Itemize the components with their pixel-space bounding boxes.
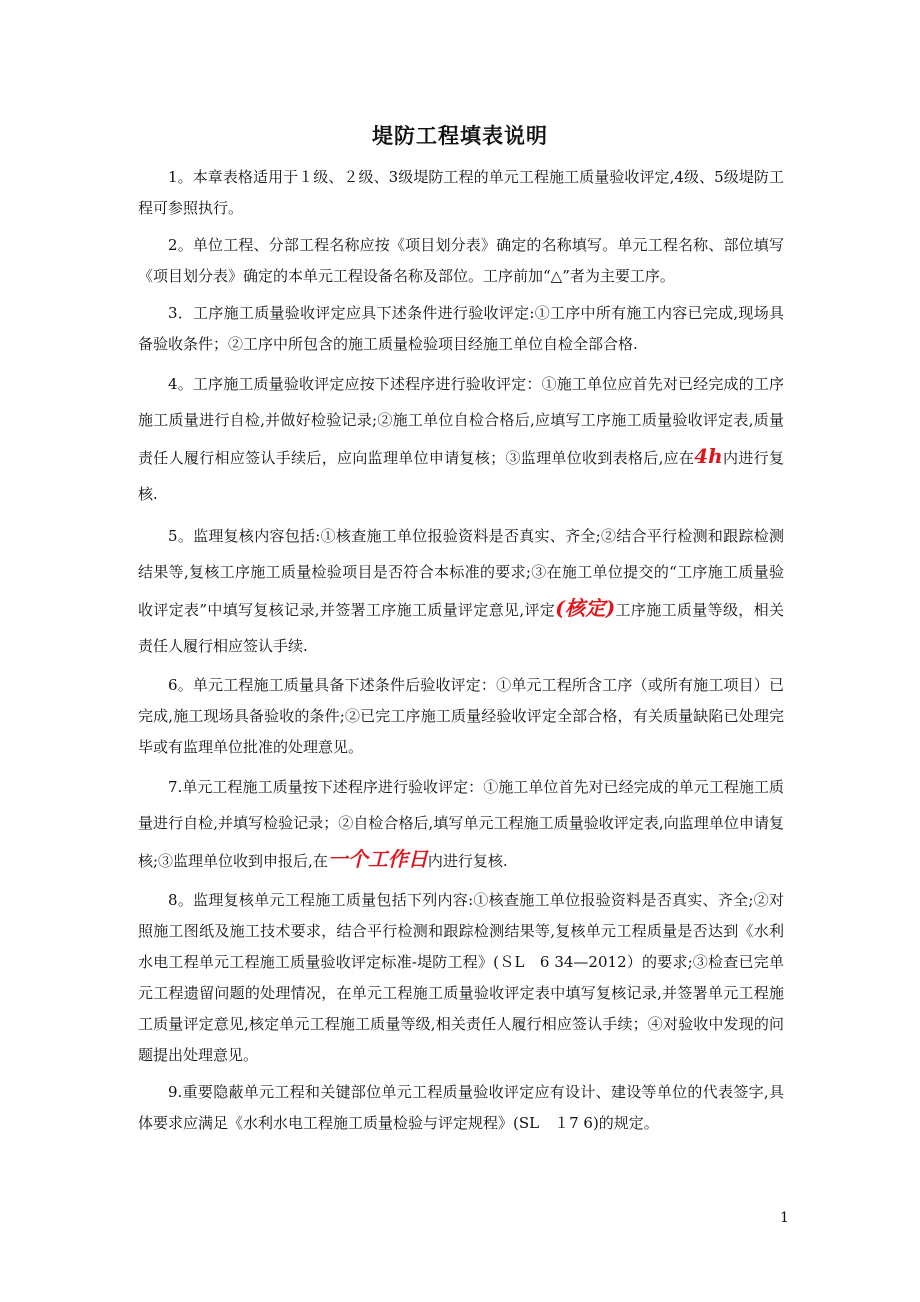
paragraph-9 <box>138 1077 784 1139</box>
paragraph-5 <box>138 518 784 664</box>
paragraph-7 <box>138 769 784 879</box>
paragraph-text: 4。工序施工质量验收评定应按下述程序进行验收评定：①施工单位应首先对已经完成的工序施工质量进行自检,并做好检验记录;②施工单位自检合格后,应填写工序施工质量验收评定表,质量责任人履行相应签认手续后，应向监理单位申请复核；③监理单位收到表格后,应在 <box>138 375 784 467</box>
paragraph-text: 工序施工质量等级，相关责任人履行相应签认手续. <box>138 601 784 655</box>
paragraph-text: 2。单位工程、分部工程名称应按《项目划分表》确定的名称填写。单元工程名称、部位填写《项目划分表》确定的本单元工程设备名称及部位。工序前加“△”者为主要工序。 <box>138 236 784 285</box>
page-number: 1 <box>780 1210 789 1226</box>
paragraph-1 <box>138 162 784 224</box>
paragraph-text: 9.重要隐蔽单元工程和关键部位单元工程质量验收评定应有设计、建设等单位的代表签字,具体要求应满足《水利水电工程施工质量检验与评定规程》(SL １7 6)的规定。 <box>138 1083 784 1132</box>
paragraph-6 <box>138 670 784 763</box>
paragraph-2 <box>138 230 784 292</box>
paragraph-4 <box>138 366 784 512</box>
highlighted-text: (核定) <box>555 596 616 620</box>
paragraph-3 <box>138 298 784 360</box>
paragraph-text: 内进行复核. <box>138 449 784 503</box>
paragraph-text: 内进行复核. <box>427 852 508 870</box>
paragraph-text: 1。本章表格适用于１级、２级、3级堤防工程的单元工程施工质量验收评定,4级、5级堤防工程可参照执行。 <box>138 168 784 217</box>
paragraph-text: 7.单元工程施工质量按下述程序进行验收评定：①施工单位首先对已经完成的单元工程施工质量进行自检,并填写检验记录；②自检合格后,填写单元工程施工质量验收评定表,向监理单位申请复核;③监理单位收到申报后,在 <box>138 778 784 870</box>
paragraph-text: 5。监理复核内容包括:①核查施工单位报验资料是否真实、齐全;②结合平行检测和跟踪检测结果等,复核工序施工质量检验项目是否符合本标准的要求;③在施工单位提交的“工序施工质量验收评定表”中填写复核记录,并签署工序施工质量评定意见,评定 <box>138 527 784 619</box>
paragraph-8 <box>138 885 784 1071</box>
paragraph-text: 8。监理复核单元工程施工质量包括下列内容:①核查施工单位报验资料是否真实、齐全;②对照施工图纸及施工技术要求，结合平行检测和跟踪检测结果等,复核单元工程质量是否达到《水利水电工程单元工程施工质量验收评定标准-堤防工程》(ＳL 6 34—2012）的要求;③检查已完单元工程遗留问题的处理情况，在单元工程施工质量验收评定表中填写复核记录,并签署单元工程施工质量评定意见,核定单元工程施工质量等级,相关责任人履行相应签认手续；④对验收中发现的问题提出处理意见。 <box>138 891 784 1064</box>
document-title: 堤防工程填表说明 <box>372 123 548 148</box>
highlighted-text: 4h <box>694 444 723 468</box>
paragraph-text: 6。单元工程施工质量具备下述条件后验收评定：①单元工程所含工序（或所有施工项目）已完成,施工现场具备验收的条件;②已完工序施工质量经验收评定全部合格，有关质量缺陷已处理完毕或有监理单位批准的处理意见。 <box>138 676 784 756</box>
paragraph-text: 3．工序施工质量验收评定应具下述条件进行验收评定:①工序中所有施工内容已完成,现场具备验收条件；②工序中所包含的施工质量检验项目经施工单位自检全部合格. <box>138 304 784 353</box>
highlighted-text: 一个工作日 <box>327 847 428 871</box>
document-body <box>138 162 784 1145</box>
